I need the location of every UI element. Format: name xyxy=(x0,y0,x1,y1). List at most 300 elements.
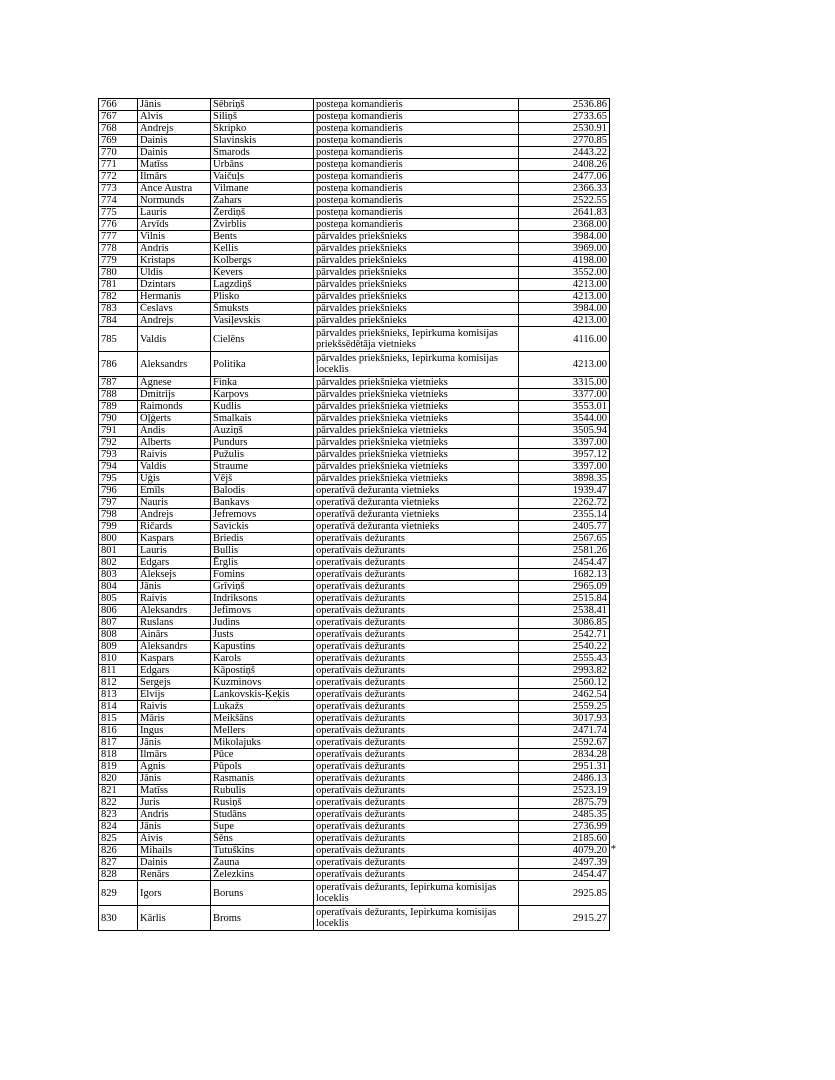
salary-value: 2560.12 xyxy=(572,677,607,688)
row-number-cell: 820 xyxy=(99,773,138,785)
salary-value: 2522.55 xyxy=(572,195,607,206)
position-cell: posteņa komandieris xyxy=(314,123,519,135)
position-cell: posteņa komandieris xyxy=(314,159,519,171)
row-number-cell: 789 xyxy=(99,401,138,413)
salary-cell xyxy=(519,449,610,461)
position-cell: operatīvais dežurants xyxy=(314,581,519,593)
first-name-cell: Jānis xyxy=(138,581,211,593)
position-cell: posteņa komandieris xyxy=(314,99,519,111)
row-number-cell: 821 xyxy=(99,785,138,797)
last-name-cell: Kapustins xyxy=(211,641,314,653)
position-cell: operatīvais dežurants xyxy=(314,773,519,785)
last-name-cell: Supe xyxy=(211,821,314,833)
position-cell: pārvaldes priekšnieka vietnieks xyxy=(314,401,519,413)
salary-value: 3315.00 xyxy=(572,377,607,388)
row-number-cell: 775 xyxy=(99,207,138,219)
table-row xyxy=(99,833,610,845)
first-name-cell: Vilnis xyxy=(138,231,211,243)
last-name-cell: Pūpols xyxy=(211,761,314,773)
table-row xyxy=(99,653,610,665)
row-number-cell: 777 xyxy=(99,231,138,243)
last-name-cell: Železkins xyxy=(211,869,314,881)
first-name-cell: Dzintars xyxy=(138,279,211,291)
first-name-cell: Edgars xyxy=(138,557,211,569)
last-name-cell: Lankovskis-Ķeķis xyxy=(211,689,314,701)
salary-cell xyxy=(519,303,610,315)
position-cell: pārvaldes priekšnieks xyxy=(314,303,519,315)
row-number-cell: 774 xyxy=(99,195,138,207)
first-name-cell: Renārs xyxy=(138,869,211,881)
table-row xyxy=(99,267,610,279)
salary-value: 3377.00 xyxy=(572,389,607,400)
table-row xyxy=(99,159,610,171)
table-row xyxy=(99,352,610,377)
last-name-cell: Mellers xyxy=(211,725,314,737)
row-number-cell: 782 xyxy=(99,291,138,303)
salary-value: 2925.85 xyxy=(572,887,607,899)
row-number-cell: 776 xyxy=(99,219,138,231)
position-cell: operatīvais dežurants xyxy=(314,617,519,629)
table-row xyxy=(99,437,610,449)
row-number-cell: 812 xyxy=(99,677,138,689)
last-name-cell: Lagzdiņš xyxy=(211,279,314,291)
table-row xyxy=(99,231,610,243)
position-cell: operatīvais dežurants xyxy=(314,713,519,725)
row-number-cell: 807 xyxy=(99,617,138,629)
position-cell: operatīvā dežuranta vietnieks xyxy=(314,497,519,509)
row-number-cell: 783 xyxy=(99,303,138,315)
salary-value: 2405.77 xyxy=(572,521,607,532)
salary-value: 2454.47 xyxy=(572,869,607,880)
salary-value: 2485.35 xyxy=(572,809,607,820)
salary-value: 2443.22 xyxy=(572,147,607,158)
position-cell: pārvaldes priekšnieka vietnieks xyxy=(314,389,519,401)
salary-value: 2542.71 xyxy=(572,629,607,640)
salary-cell xyxy=(519,545,610,557)
salary-value: 3017.93 xyxy=(572,713,607,724)
first-name-cell: Valdis xyxy=(138,327,211,352)
position-cell: operatīvais dežurants xyxy=(314,761,519,773)
salary-cell xyxy=(519,425,610,437)
position-cell: posteņa komandieris xyxy=(314,219,519,231)
salary-value: 2530.91 xyxy=(572,123,607,134)
salary-cell xyxy=(519,857,610,869)
first-name-cell: Aleksandrs xyxy=(138,352,211,377)
last-name-cell: Kāpostiņš xyxy=(211,665,314,677)
salary-cell xyxy=(519,147,610,159)
table-row xyxy=(99,377,610,389)
table-row xyxy=(99,797,610,809)
salary-cell xyxy=(519,821,610,833)
salary-cell xyxy=(519,243,610,255)
table-row xyxy=(99,327,610,352)
footnote-mark: * xyxy=(610,844,616,855)
last-name-cell: Jefremovs xyxy=(211,509,314,521)
row-number-cell: 825 xyxy=(99,833,138,845)
first-name-cell: Ainārs xyxy=(138,629,211,641)
salary-cell xyxy=(519,737,610,749)
row-number-cell: 769 xyxy=(99,135,138,147)
table-row xyxy=(99,147,610,159)
row-number-cell: 827 xyxy=(99,857,138,869)
first-name-cell: Sergejs xyxy=(138,677,211,689)
row-number-cell: 766 xyxy=(99,99,138,111)
salary-cell xyxy=(519,315,610,327)
last-name-cell: Kellis xyxy=(211,243,314,255)
position-cell: operatīvais dežurants xyxy=(314,545,519,557)
last-name-cell: Karols xyxy=(211,653,314,665)
row-number-cell: 801 xyxy=(99,545,138,557)
last-name-cell: Vilmane xyxy=(211,183,314,195)
table-row xyxy=(99,255,610,267)
table-row xyxy=(99,111,610,123)
salary-cell xyxy=(519,255,610,267)
first-name-cell: Andrejs xyxy=(138,315,211,327)
salary-value: 1682.13 xyxy=(572,569,607,580)
position-cell: operatīvais dežurants xyxy=(314,845,519,857)
first-name-cell: Raivis xyxy=(138,701,211,713)
last-name-cell: Vasiļevskis xyxy=(211,315,314,327)
table-row xyxy=(99,473,610,485)
position-cell: operatīvais dežurants xyxy=(314,821,519,833)
table-row xyxy=(99,593,610,605)
table-row xyxy=(99,881,610,906)
first-name-cell: Lauris xyxy=(138,207,211,219)
first-name-cell: Arvīds xyxy=(138,219,211,231)
position-cell: pārvaldes priekšnieka vietnieks xyxy=(314,413,519,425)
salary-cell xyxy=(519,279,610,291)
salary-cell xyxy=(519,219,610,231)
position-cell: pārvaldes priekšnieka vietnieks xyxy=(314,473,519,485)
first-name-cell: Dmitrijs xyxy=(138,389,211,401)
salary-cell xyxy=(519,437,610,449)
last-name-cell: Judins xyxy=(211,617,314,629)
table-row xyxy=(99,617,610,629)
table-row xyxy=(99,869,610,881)
salary-cell xyxy=(519,99,610,111)
first-name-cell: Ingus xyxy=(138,725,211,737)
last-name-cell: Plisko xyxy=(211,291,314,303)
salary-cell xyxy=(519,557,610,569)
table-row xyxy=(99,689,610,701)
first-name-cell: Dainis xyxy=(138,135,211,147)
position-cell: operatīvais dežurants xyxy=(314,533,519,545)
first-name-cell: Andrejs xyxy=(138,123,211,135)
salary-value: 2536.86 xyxy=(572,99,607,110)
last-name-cell: Bullis xyxy=(211,545,314,557)
row-number-cell: 767 xyxy=(99,111,138,123)
salary-cell xyxy=(519,569,610,581)
position-cell: pārvaldes priekšnieks xyxy=(314,315,519,327)
row-number-cell: 823 xyxy=(99,809,138,821)
salary-cell xyxy=(519,231,610,243)
last-name-cell: Šmuksts xyxy=(211,303,314,315)
position-cell: operatīvais dežurants xyxy=(314,665,519,677)
row-number-cell: 781 xyxy=(99,279,138,291)
position-cell: operatīvais dežurants xyxy=(314,689,519,701)
first-name-cell: Māris xyxy=(138,713,211,725)
salary-value: 2355.14 xyxy=(572,509,607,520)
table-row xyxy=(99,533,610,545)
row-number-cell: 787 xyxy=(99,377,138,389)
salary-value: 2368.00 xyxy=(572,219,607,230)
row-number-cell: 792 xyxy=(99,437,138,449)
table-row xyxy=(99,509,610,521)
salary-cell xyxy=(519,207,610,219)
last-name-cell: Mikolajuks xyxy=(211,737,314,749)
row-number-cell: 784 xyxy=(99,315,138,327)
first-name-cell: Matīss xyxy=(138,159,211,171)
first-name-cell: Andris xyxy=(138,243,211,255)
position-cell: operatīvais dežurants xyxy=(314,569,519,581)
last-name-cell: Studāns xyxy=(211,809,314,821)
first-name-cell: Agnese xyxy=(138,377,211,389)
table-row xyxy=(99,773,610,785)
salary-cell xyxy=(519,761,610,773)
last-name-cell: Smarods xyxy=(211,147,314,159)
salary-value: 2408.26 xyxy=(572,159,607,170)
salary-value: 1939.47 xyxy=(572,485,607,496)
salary-cell xyxy=(519,749,610,761)
row-number-cell: 813 xyxy=(99,689,138,701)
salary-cell xyxy=(519,844,616,857)
first-name-cell: Lauris xyxy=(138,545,211,557)
salary-table xyxy=(98,98,616,931)
position-cell: operatīvais dežurants xyxy=(314,833,519,845)
salary-value: 2185.60 xyxy=(572,833,607,844)
salary-cell xyxy=(519,111,610,123)
salary-value: 3397.00 xyxy=(572,461,607,472)
first-name-cell: Agnis xyxy=(138,761,211,773)
position-cell: operatīvais dežurants xyxy=(314,557,519,569)
salary-value: 2262.72 xyxy=(572,497,607,508)
salary-cell xyxy=(519,653,610,665)
salary-cell xyxy=(519,665,610,677)
table-row xyxy=(99,857,610,869)
salary-value: 2471.74 xyxy=(572,725,607,736)
position-cell: operatīvais dežurants xyxy=(314,809,519,821)
salary-cell xyxy=(519,906,610,931)
salary-cell xyxy=(519,701,610,713)
table-row xyxy=(99,809,610,821)
row-number-cell: 808 xyxy=(99,629,138,641)
position-cell: pārvaldes priekšnieks, Iepirkuma komisijas loceklis xyxy=(314,352,519,377)
salary-cell xyxy=(519,881,610,906)
salary-value: 4213.00 xyxy=(572,279,607,290)
table-row xyxy=(99,749,610,761)
salary-cell xyxy=(519,617,610,629)
first-name-cell: Emīls xyxy=(138,485,211,497)
salary-cell xyxy=(519,183,610,195)
row-number-cell: 780 xyxy=(99,267,138,279)
last-name-cell: Jefimovs xyxy=(211,605,314,617)
salary-cell xyxy=(519,533,610,545)
table-row xyxy=(99,737,610,749)
salary-cell xyxy=(519,171,610,183)
salary-cell xyxy=(519,389,610,401)
first-name-cell: Aleksejs xyxy=(138,569,211,581)
first-name-cell: Alberts xyxy=(138,437,211,449)
table-row xyxy=(99,629,610,641)
first-name-cell: Aleksandrs xyxy=(138,641,211,653)
last-name-cell: Straume xyxy=(211,461,314,473)
row-number-cell: 817 xyxy=(99,737,138,749)
salary-value: 3898.35 xyxy=(572,473,607,484)
salary-value: 3505.94 xyxy=(572,425,607,436)
table-row xyxy=(99,291,610,303)
position-cell: posteņa komandieris xyxy=(314,195,519,207)
salary-value: 2915.27 xyxy=(572,912,607,924)
salary-value: 2993.82 xyxy=(572,665,607,676)
table-row xyxy=(99,183,610,195)
first-name-cell: Ričards xyxy=(138,521,211,533)
salary-value: 2641.83 xyxy=(572,207,607,218)
position-cell: operatīvais dežurants xyxy=(314,701,519,713)
row-number-cell: 785 xyxy=(99,327,138,352)
row-number-cell: 822 xyxy=(99,797,138,809)
salary-value: 3984.00 xyxy=(572,231,607,242)
row-number-cell: 814 xyxy=(99,701,138,713)
first-name-cell: Jānis xyxy=(138,99,211,111)
last-name-cell: Skripko xyxy=(211,123,314,135)
position-cell: pārvaldes priekšnieka vietnieks xyxy=(314,449,519,461)
first-name-cell: Česlavs xyxy=(138,303,211,315)
table-row xyxy=(99,413,610,425)
salary-value: 3969.00 xyxy=(572,243,607,254)
salary-cell xyxy=(519,485,610,497)
position-cell: pārvaldes priekšnieka vietnieks xyxy=(314,377,519,389)
row-number-cell: 806 xyxy=(99,605,138,617)
salary-value: 4213.00 xyxy=(572,291,607,302)
table-row xyxy=(99,315,610,327)
position-cell: operatīvā dežuranta vietnieks xyxy=(314,509,519,521)
table-row xyxy=(99,449,610,461)
row-number-cell: 811 xyxy=(99,665,138,677)
last-name-cell: Kuzminovs xyxy=(211,677,314,689)
salary-value: 2733.65 xyxy=(572,111,607,122)
table-row xyxy=(99,123,610,135)
first-name-cell: Normunds xyxy=(138,195,211,207)
last-name-cell: Bents xyxy=(211,231,314,243)
position-cell: posteņa komandieris xyxy=(314,147,519,159)
table-row xyxy=(99,461,610,473)
salary-value: 2540.22 xyxy=(572,641,607,652)
salary-value: 3984.00 xyxy=(572,303,607,314)
salary-value: 2834.28 xyxy=(572,749,607,760)
position-cell: operatīvā dežuranta vietnieks xyxy=(314,521,519,533)
salary-value: 2497.39 xyxy=(572,857,607,868)
table-row xyxy=(99,279,610,291)
salary-cell xyxy=(519,327,610,352)
row-number-cell: 778 xyxy=(99,243,138,255)
salary-value: 2581.26 xyxy=(572,545,607,556)
salary-value: 2486.13 xyxy=(572,773,607,784)
row-number-cell: 796 xyxy=(99,485,138,497)
position-cell: operatīvais dežurants, Iepirkuma komisijas loceklis xyxy=(314,906,519,931)
last-name-cell: Pūce xyxy=(211,749,314,761)
row-number-cell: 786 xyxy=(99,352,138,377)
table-row xyxy=(99,135,610,147)
row-number-cell: 818 xyxy=(99,749,138,761)
position-cell: posteņa komandieris xyxy=(314,183,519,195)
salary-cell xyxy=(519,267,610,279)
salary-value: 3553.01 xyxy=(572,401,607,412)
salary-cell xyxy=(519,689,610,701)
position-cell: operatīvais dežurants xyxy=(314,749,519,761)
row-number-cell: 802 xyxy=(99,557,138,569)
table-row xyxy=(99,497,610,509)
table-row xyxy=(99,171,610,183)
row-number-cell: 791 xyxy=(99,425,138,437)
last-name-cell: Cielēns xyxy=(211,327,314,352)
first-name-cell: Valdis xyxy=(138,461,211,473)
table-row xyxy=(99,761,610,773)
position-cell: operatīvais dežurants xyxy=(314,737,519,749)
table-row xyxy=(99,521,610,533)
first-name-cell: Elvijs xyxy=(138,689,211,701)
salary-value: 3397.00 xyxy=(572,437,607,448)
salary-cell xyxy=(519,809,610,821)
row-number-cell: 790 xyxy=(99,413,138,425)
last-name-cell: Boruns xyxy=(211,881,314,906)
first-name-cell: Andis xyxy=(138,425,211,437)
last-name-cell: Karpovs xyxy=(211,389,314,401)
salary-value: 2555.43 xyxy=(572,653,607,664)
table-row xyxy=(99,219,610,231)
salary-cell xyxy=(519,135,610,147)
table-row xyxy=(99,605,610,617)
salary-cell xyxy=(519,461,610,473)
first-name-cell: Kristaps xyxy=(138,255,211,267)
first-name-cell: Dainis xyxy=(138,857,211,869)
first-name-cell: Andris xyxy=(138,809,211,821)
table-row xyxy=(99,195,610,207)
first-name-cell: Hermanis xyxy=(138,291,211,303)
table-row xyxy=(99,785,610,797)
last-name-cell: Finka xyxy=(211,377,314,389)
position-cell: operatīvais dežurants xyxy=(314,785,519,797)
position-cell: operatīvā dežuranta vietnieks xyxy=(314,485,519,497)
salary-value: 4213.00 xyxy=(572,358,607,370)
salary-value: 2462.54 xyxy=(572,689,607,700)
first-name-cell: Edgars xyxy=(138,665,211,677)
salary-cell xyxy=(519,291,610,303)
salary-value: 2736.99 xyxy=(572,821,607,832)
row-number-cell: 816 xyxy=(99,725,138,737)
salary-cell xyxy=(519,497,610,509)
last-name-cell: Žerdiņš xyxy=(211,207,314,219)
salary-value: 3957.12 xyxy=(572,449,607,460)
row-number-cell: 829 xyxy=(99,881,138,906)
table-row xyxy=(99,207,610,219)
salary-value: 2770.85 xyxy=(572,135,607,146)
row-number-cell: 810 xyxy=(99,653,138,665)
salary-value: 2538.41 xyxy=(572,605,607,616)
table-row xyxy=(99,389,610,401)
first-name-cell: Jānis xyxy=(138,821,211,833)
row-number-cell: 830 xyxy=(99,906,138,931)
table-row xyxy=(99,303,610,315)
row-number-cell: 771 xyxy=(99,159,138,171)
salary-value: 2559.25 xyxy=(572,701,607,712)
row-number-cell: 779 xyxy=(99,255,138,267)
salary-cell xyxy=(519,785,610,797)
salary-value: 4198.00 xyxy=(572,255,607,266)
table-row xyxy=(99,557,610,569)
last-name-cell: Žvirblis xyxy=(211,219,314,231)
first-name-cell: Mihails xyxy=(138,845,211,857)
table-row xyxy=(99,641,610,653)
